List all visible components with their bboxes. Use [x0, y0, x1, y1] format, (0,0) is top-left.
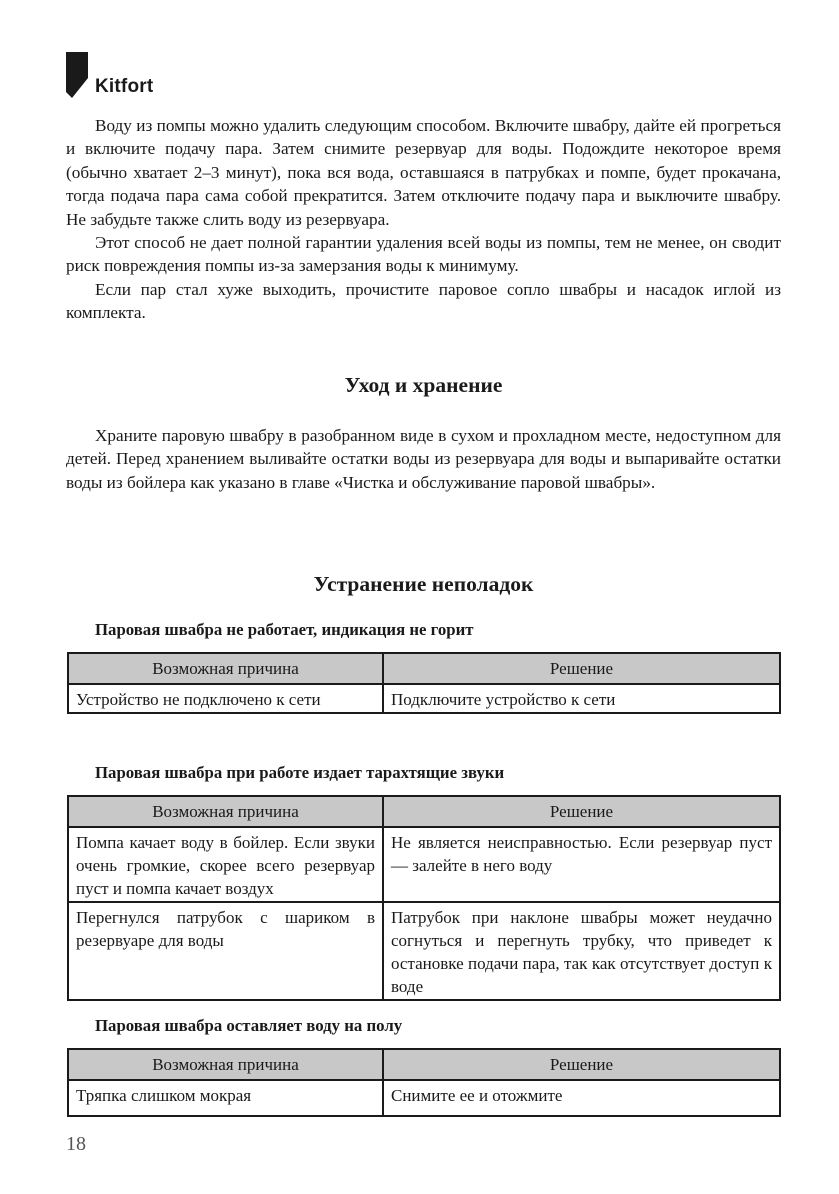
page-number: 18 — [66, 1133, 86, 1155]
troubleshooting-table — [67, 652, 781, 714]
paragraph: Если пар стал хуже выходить, прочистите паровое сопло швабры и насадок иглой из комплекта. — [66, 279, 781, 323]
solution-cell: Патрубок при наклоне швабры может неудачно согнуться и перегнуть трубку, что приведет к остановке подачи пара, так как отсутствует доступ к воде — [383, 902, 780, 1000]
column-header-cause: Возможная причина — [68, 1049, 383, 1080]
troubleshooting-table — [67, 1048, 781, 1117]
paragraph: Храните паровую швабру в разобранном виде в сухом и прохладном месте, недоступном для детей. Перед хранением выливайте остатки воды из резервуара для воды и выпаривайте остатки воды из бойлера как указано в главе «Чистка и обслуживание паровой швабры». — [66, 426, 781, 492]
table-row — [68, 684, 780, 713]
paragraph: Этот способ не дает полной гарантии удаления всей воды из помпы, тем не менее, он сводит риск повреждения помпы из-за замерзания воды к минимуму. — [66, 233, 781, 276]
cause-cell: Устройство не подключено к сети — [68, 684, 383, 713]
column-header-solution: Решение — [383, 796, 780, 827]
paragraph: Воду из помпы можно удалить следующим способом. Включите швабру, дайте ей прогреться и включите подачу пара. Затем снимите резервуар для воды. Подождите некоторое время (обычно хватает 2–3 минут), пока вся вода, оставшаяся в патрубках и помпе, будет прокачана, тогда подача пара сама собой прекратится. Затем отключите подачу пара и выключите швабру. Не забудьте также слить воду из резервуара. — [66, 116, 781, 229]
solution-cell: Подключите устройство к сети — [383, 684, 780, 713]
cause-cell: Перегнулся патрубок с шариком в резервуаре для воды — [68, 902, 383, 1000]
cause-cell: Тряпка слишком мокрая — [68, 1080, 383, 1116]
care-heading: Уход и хранение — [344, 373, 503, 397]
problem-title: Паровая швабра не работает, индикация не горит — [95, 620, 474, 639]
problem-title: Паровая швабра при работе издает тарахтящие звуки — [95, 763, 505, 782]
table-row — [68, 1080, 780, 1116]
cause-cell: Помпа качает воду в бойлер. Если звуки очень громкие, скорее всего резервуар пуст и помпа качает воздух — [68, 827, 383, 902]
column-header-solution: Решение — [383, 653, 780, 684]
column-header-solution: Решение — [383, 1049, 780, 1080]
care-text — [66, 424, 781, 494]
table-header-row — [68, 796, 780, 827]
troubleshooting-table — [67, 795, 781, 1001]
problem-title: Паровая швабра оставляет воду на полу — [95, 1016, 403, 1035]
troubleshooting-heading: Устранение неполадок — [313, 572, 534, 596]
table-header-row — [68, 653, 780, 684]
column-header-cause: Возможная причина — [68, 796, 383, 827]
brand-name: Kitfort — [95, 76, 154, 97]
table-header-row — [68, 1049, 780, 1080]
column-header-cause: Возможная причина — [68, 653, 383, 684]
table-row — [68, 827, 780, 902]
solution-cell: Снимите ее и отожмите — [383, 1080, 780, 1116]
table-row — [68, 902, 780, 1000]
solution-cell: Не является неисправностью. Если резервуар пуст — залейте в него воду — [383, 827, 780, 902]
intro-text — [66, 114, 781, 325]
kitfort-logo-icon — [66, 52, 94, 98]
